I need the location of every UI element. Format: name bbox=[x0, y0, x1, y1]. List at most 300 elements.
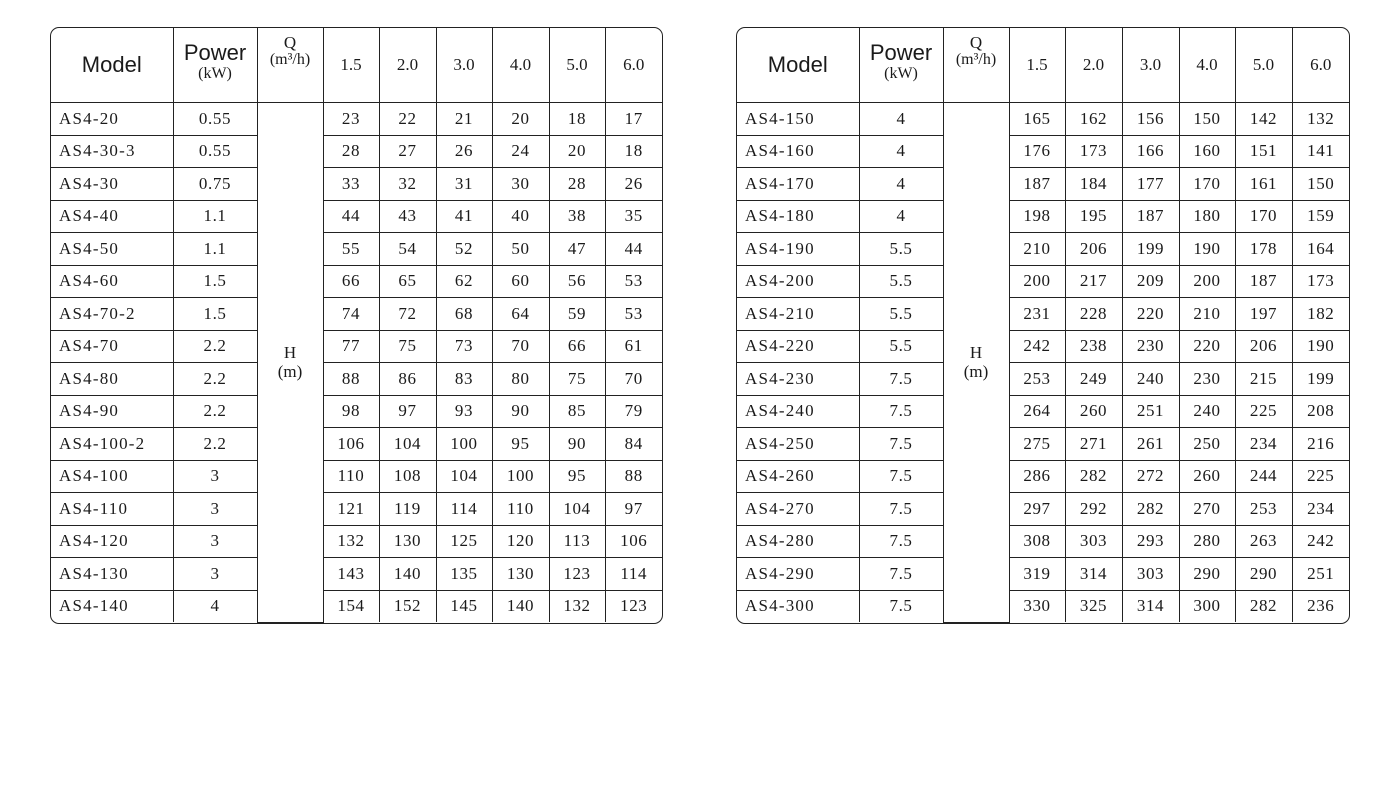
table-row bbox=[51, 265, 662, 298]
head-value-cell: 251 bbox=[1292, 558, 1349, 591]
head-value-cell: 28 bbox=[549, 168, 605, 201]
power-cell: 1.5 bbox=[173, 265, 257, 298]
head-value-cell: 90 bbox=[549, 428, 605, 461]
model-cell: AS4-220 bbox=[737, 330, 859, 363]
head-value-cell: 150 bbox=[1179, 103, 1235, 136]
head-value-cell: 85 bbox=[549, 395, 605, 428]
head-label-cell bbox=[257, 103, 323, 623]
head-value-cell: 53 bbox=[605, 265, 662, 298]
head-value-cell: 240 bbox=[1179, 395, 1235, 428]
model-cell: AS4-100 bbox=[51, 460, 173, 493]
head-value-cell: 292 bbox=[1065, 493, 1122, 526]
flow-unit: (m³/h) bbox=[955, 50, 997, 68]
head-value-cell: 106 bbox=[323, 428, 379, 461]
head-label: H bbox=[969, 342, 983, 362]
head-value-cell: 199 bbox=[1292, 363, 1349, 396]
table-row bbox=[737, 265, 1349, 298]
power-cell: 2.2 bbox=[173, 330, 257, 363]
head-value-cell: 250 bbox=[1179, 428, 1235, 461]
header-row bbox=[51, 28, 662, 103]
head-value-cell: 260 bbox=[1065, 395, 1122, 428]
head-value-cell: 234 bbox=[1235, 428, 1292, 461]
flow-value-header: 4.0 bbox=[1179, 28, 1235, 103]
head-value-cell: 70 bbox=[492, 330, 549, 363]
head-value-cell: 54 bbox=[379, 233, 436, 266]
head-value-cell: 217 bbox=[1065, 265, 1122, 298]
power-unit: (kW) bbox=[198, 65, 232, 82]
head-value-cell: 314 bbox=[1122, 590, 1179, 622]
flow-value-header: 1.5 bbox=[323, 28, 379, 103]
table-row bbox=[737, 330, 1349, 363]
head-value-cell: 156 bbox=[1122, 103, 1179, 136]
head-value-cell: 75 bbox=[379, 330, 436, 363]
table-row bbox=[51, 233, 662, 266]
table-row bbox=[51, 330, 662, 363]
table-row bbox=[737, 168, 1349, 201]
flow-header bbox=[257, 28, 323, 103]
power-cell: 7.5 bbox=[859, 395, 943, 428]
head-value-cell: 97 bbox=[379, 395, 436, 428]
head-value-cell: 238 bbox=[1065, 330, 1122, 363]
head-value-cell: 187 bbox=[1235, 265, 1292, 298]
power-cell: 2.2 bbox=[173, 363, 257, 396]
head-value-cell: 20 bbox=[492, 103, 549, 136]
head-value-cell: 56 bbox=[549, 265, 605, 298]
head-value-cell: 199 bbox=[1122, 233, 1179, 266]
head-value-cell: 234 bbox=[1292, 493, 1349, 526]
head-unit: (m) bbox=[277, 362, 303, 382]
head-value-cell: 164 bbox=[1292, 233, 1349, 266]
head-value-cell: 216 bbox=[1292, 428, 1349, 461]
head-value-cell: 75 bbox=[549, 363, 605, 396]
flow-label: Q bbox=[969, 33, 983, 52]
model-cell: AS4-260 bbox=[737, 460, 859, 493]
flow-header bbox=[943, 28, 1009, 103]
head-value-cell: 114 bbox=[605, 558, 662, 591]
head-label-cell bbox=[943, 103, 1009, 623]
head-value-cell: 210 bbox=[1009, 233, 1065, 266]
head-value-cell: 64 bbox=[492, 298, 549, 331]
head-value-cell: 190 bbox=[1292, 330, 1349, 363]
flow-value-header: 6.0 bbox=[1292, 28, 1349, 103]
head-value-cell: 260 bbox=[1179, 460, 1235, 493]
power-header bbox=[859, 28, 943, 103]
power-header bbox=[173, 28, 257, 103]
model-cell: AS4-160 bbox=[737, 135, 859, 168]
head-value-cell: 195 bbox=[1065, 200, 1122, 233]
table-body bbox=[51, 103, 662, 623]
head-value-cell: 200 bbox=[1179, 265, 1235, 298]
table-row bbox=[51, 103, 662, 136]
table-row bbox=[51, 493, 662, 526]
head-value-cell: 170 bbox=[1235, 200, 1292, 233]
model-cell: AS4-60 bbox=[51, 265, 173, 298]
head-value-cell: 282 bbox=[1235, 590, 1292, 622]
head-value-cell: 53 bbox=[605, 298, 662, 331]
power-cell: 5.5 bbox=[859, 330, 943, 363]
model-cell: AS4-70 bbox=[51, 330, 173, 363]
head-value-cell: 61 bbox=[605, 330, 662, 363]
head-value-cell: 93 bbox=[436, 395, 492, 428]
head-value-cell: 242 bbox=[1009, 330, 1065, 363]
table-body bbox=[737, 103, 1349, 623]
head-value-cell: 286 bbox=[1009, 460, 1065, 493]
head-value-cell: 106 bbox=[605, 525, 662, 558]
power-cell: 0.55 bbox=[173, 135, 257, 168]
flow-value-header: 2.0 bbox=[1065, 28, 1122, 103]
head-value-cell: 72 bbox=[379, 298, 436, 331]
flow-value-header: 6.0 bbox=[605, 28, 662, 103]
head-value-cell: 253 bbox=[1009, 363, 1065, 396]
head-value-cell: 26 bbox=[605, 168, 662, 201]
table-row bbox=[51, 363, 662, 396]
head-value-cell: 270 bbox=[1179, 493, 1235, 526]
model-cell: AS4-280 bbox=[737, 525, 859, 558]
power-cell: 4 bbox=[859, 200, 943, 233]
head-value-cell: 208 bbox=[1292, 395, 1349, 428]
head-value-cell: 297 bbox=[1009, 493, 1065, 526]
power-cell: 7.5 bbox=[859, 460, 943, 493]
table-row bbox=[51, 298, 662, 331]
model-cell: AS4-130 bbox=[51, 558, 173, 591]
head-value-cell: 70 bbox=[605, 363, 662, 396]
power-cell: 7.5 bbox=[859, 493, 943, 526]
power-cell: 5.5 bbox=[859, 265, 943, 298]
model-cell: AS4-180 bbox=[737, 200, 859, 233]
head-value-cell: 104 bbox=[379, 428, 436, 461]
head-value-cell: 162 bbox=[1065, 103, 1122, 136]
model-cell: AS4-170 bbox=[737, 168, 859, 201]
head-value-cell: 161 bbox=[1235, 168, 1292, 201]
table-row bbox=[737, 525, 1349, 558]
head-value-cell: 264 bbox=[1009, 395, 1065, 428]
head-value-cell: 140 bbox=[379, 558, 436, 591]
head-value-cell: 145 bbox=[436, 590, 492, 622]
header-row bbox=[737, 28, 1349, 103]
head-value-cell: 160 bbox=[1179, 135, 1235, 168]
power-cell: 1.1 bbox=[173, 233, 257, 266]
head-value-cell: 68 bbox=[436, 298, 492, 331]
power-label: Power bbox=[869, 40, 933, 65]
model-cell: AS4-190 bbox=[737, 233, 859, 266]
table-row bbox=[51, 428, 662, 461]
left-performance-table bbox=[50, 27, 663, 624]
power-cell: 1.1 bbox=[173, 200, 257, 233]
model-cell: AS4-20 bbox=[51, 103, 173, 136]
head-value-cell: 290 bbox=[1179, 558, 1235, 591]
power-cell: 4 bbox=[173, 590, 257, 622]
head-value-cell: 98 bbox=[323, 395, 379, 428]
table-row bbox=[51, 590, 662, 622]
head-value-cell: 231 bbox=[1009, 298, 1065, 331]
head-value-cell: 26 bbox=[436, 135, 492, 168]
head-value-cell: 143 bbox=[323, 558, 379, 591]
head-value-cell: 206 bbox=[1235, 330, 1292, 363]
performance-table-left bbox=[51, 28, 662, 623]
head-value-cell: 62 bbox=[436, 265, 492, 298]
performance-table-right bbox=[737, 28, 1349, 623]
model-cell: AS4-70-2 bbox=[51, 298, 173, 331]
power-cell: 4 bbox=[859, 135, 943, 168]
table-row bbox=[737, 590, 1349, 622]
model-cell: AS4-200 bbox=[737, 265, 859, 298]
head-value-cell: 73 bbox=[436, 330, 492, 363]
flow-label: Q bbox=[283, 33, 297, 52]
model-cell: AS4-290 bbox=[737, 558, 859, 591]
head-value-cell: 132 bbox=[1292, 103, 1349, 136]
head-value-cell: 210 bbox=[1179, 298, 1235, 331]
model-cell: AS4-30-3 bbox=[51, 135, 173, 168]
table-row bbox=[51, 135, 662, 168]
head-value-cell: 165 bbox=[1009, 103, 1065, 136]
power-cell: 3 bbox=[173, 558, 257, 591]
head-value-cell: 21 bbox=[436, 103, 492, 136]
head-value-cell: 95 bbox=[549, 460, 605, 493]
flow-value-header: 3.0 bbox=[436, 28, 492, 103]
head-value-cell: 18 bbox=[549, 103, 605, 136]
power-cell: 4 bbox=[859, 168, 943, 201]
head-value-cell: 141 bbox=[1292, 135, 1349, 168]
model-cell: AS4-90 bbox=[51, 395, 173, 428]
model-cell: AS4-30 bbox=[51, 168, 173, 201]
head-value-cell: 59 bbox=[549, 298, 605, 331]
head-value-cell: 88 bbox=[323, 363, 379, 396]
head-value-cell: 220 bbox=[1179, 330, 1235, 363]
head-value-cell: 86 bbox=[379, 363, 436, 396]
head-value-cell: 17 bbox=[605, 103, 662, 136]
head-value-cell: 121 bbox=[323, 493, 379, 526]
head-value-cell: 142 bbox=[1235, 103, 1292, 136]
head-value-cell: 83 bbox=[436, 363, 492, 396]
model-cell: AS4-120 bbox=[51, 525, 173, 558]
head-value-cell: 325 bbox=[1065, 590, 1122, 622]
head-value-cell: 151 bbox=[1235, 135, 1292, 168]
table-row bbox=[737, 363, 1349, 396]
head-value-cell: 43 bbox=[379, 200, 436, 233]
model-cell: AS4-140 bbox=[51, 590, 173, 622]
head-value-cell: 55 bbox=[323, 233, 379, 266]
head-value-cell: 152 bbox=[379, 590, 436, 622]
head-value-cell: 132 bbox=[323, 525, 379, 558]
head-value-cell: 230 bbox=[1179, 363, 1235, 396]
table-row bbox=[737, 298, 1349, 331]
head-value-cell: 251 bbox=[1122, 395, 1179, 428]
power-cell: 5.5 bbox=[859, 233, 943, 266]
head-value-cell: 90 bbox=[492, 395, 549, 428]
head-value-cell: 88 bbox=[605, 460, 662, 493]
head-value-cell: 242 bbox=[1292, 525, 1349, 558]
head-value-cell: 44 bbox=[323, 200, 379, 233]
head-value-cell: 140 bbox=[492, 590, 549, 622]
head-value-cell: 180 bbox=[1179, 200, 1235, 233]
head-value-cell: 97 bbox=[605, 493, 662, 526]
head-value-cell: 65 bbox=[379, 265, 436, 298]
flow-value-header: 2.0 bbox=[379, 28, 436, 103]
table-row bbox=[51, 168, 662, 201]
table-row bbox=[737, 493, 1349, 526]
table-row bbox=[737, 103, 1349, 136]
head-value-cell: 130 bbox=[379, 525, 436, 558]
flow-value-header: 3.0 bbox=[1122, 28, 1179, 103]
table-row bbox=[51, 525, 662, 558]
head-value-cell: 182 bbox=[1292, 298, 1349, 331]
head-value-cell: 220 bbox=[1122, 298, 1179, 331]
model-cell: AS4-50 bbox=[51, 233, 173, 266]
head-value-cell: 120 bbox=[492, 525, 549, 558]
head-value-cell: 80 bbox=[492, 363, 549, 396]
head-value-cell: 66 bbox=[323, 265, 379, 298]
power-cell: 7.5 bbox=[859, 428, 943, 461]
model-cell: AS4-300 bbox=[737, 590, 859, 622]
head-value-cell: 280 bbox=[1179, 525, 1235, 558]
head-value-cell: 178 bbox=[1235, 233, 1292, 266]
head-value-cell: 60 bbox=[492, 265, 549, 298]
head-value-cell: 33 bbox=[323, 168, 379, 201]
power-cell: 7.5 bbox=[859, 558, 943, 591]
head-value-cell: 28 bbox=[323, 135, 379, 168]
head-value-cell: 300 bbox=[1179, 590, 1235, 622]
head-value-cell: 249 bbox=[1065, 363, 1122, 396]
head-value-cell: 209 bbox=[1122, 265, 1179, 298]
head-value-cell: 154 bbox=[323, 590, 379, 622]
model-cell: AS4-40 bbox=[51, 200, 173, 233]
head-value-cell: 176 bbox=[1009, 135, 1065, 168]
table-row bbox=[51, 460, 662, 493]
head-value-cell: 290 bbox=[1235, 558, 1292, 591]
head-value-cell: 23 bbox=[323, 103, 379, 136]
head-value-cell: 100 bbox=[492, 460, 549, 493]
head-value-cell: 47 bbox=[549, 233, 605, 266]
table-row bbox=[51, 395, 662, 428]
model-cell: AS4-80 bbox=[51, 363, 173, 396]
head-value-cell: 177 bbox=[1122, 168, 1179, 201]
power-cell: 5.5 bbox=[859, 298, 943, 331]
head-value-cell: 215 bbox=[1235, 363, 1292, 396]
table-row bbox=[737, 395, 1349, 428]
head-value-cell: 74 bbox=[323, 298, 379, 331]
head-value-cell: 184 bbox=[1065, 168, 1122, 201]
head-value-cell: 261 bbox=[1122, 428, 1179, 461]
head-value-cell: 293 bbox=[1122, 525, 1179, 558]
head-value-cell: 197 bbox=[1235, 298, 1292, 331]
power-cell: 3 bbox=[173, 460, 257, 493]
head-value-cell: 206 bbox=[1065, 233, 1122, 266]
table-row bbox=[737, 428, 1349, 461]
head-value-cell: 225 bbox=[1292, 460, 1349, 493]
head-value-cell: 173 bbox=[1292, 265, 1349, 298]
head-value-cell: 230 bbox=[1122, 330, 1179, 363]
power-cell: 0.75 bbox=[173, 168, 257, 201]
head-value-cell: 330 bbox=[1009, 590, 1065, 622]
model-cell: AS4-150 bbox=[737, 103, 859, 136]
table-row bbox=[737, 200, 1349, 233]
head-value-cell: 18 bbox=[605, 135, 662, 168]
head-value-cell: 159 bbox=[1292, 200, 1349, 233]
head-value-cell: 30 bbox=[492, 168, 549, 201]
head-value-cell: 123 bbox=[605, 590, 662, 622]
head-value-cell: 110 bbox=[323, 460, 379, 493]
head-value-cell: 132 bbox=[549, 590, 605, 622]
power-cell: 7.5 bbox=[859, 363, 943, 396]
head-value-cell: 225 bbox=[1235, 395, 1292, 428]
head-value-cell: 314 bbox=[1065, 558, 1122, 591]
head-value-cell: 22 bbox=[379, 103, 436, 136]
head-value-cell: 104 bbox=[436, 460, 492, 493]
model-header: Model bbox=[737, 28, 859, 103]
head-value-cell: 31 bbox=[436, 168, 492, 201]
head-value-cell: 66 bbox=[549, 330, 605, 363]
head-value-cell: 108 bbox=[379, 460, 436, 493]
head-value-cell: 319 bbox=[1009, 558, 1065, 591]
head-value-cell: 79 bbox=[605, 395, 662, 428]
head-value-cell: 200 bbox=[1009, 265, 1065, 298]
head-value-cell: 41 bbox=[436, 200, 492, 233]
head-value-cell: 282 bbox=[1122, 493, 1179, 526]
power-cell: 3 bbox=[173, 493, 257, 526]
head-value-cell: 272 bbox=[1122, 460, 1179, 493]
head-value-cell: 114 bbox=[436, 493, 492, 526]
head-value-cell: 271 bbox=[1065, 428, 1122, 461]
head-value-cell: 44 bbox=[605, 233, 662, 266]
head-value-cell: 275 bbox=[1009, 428, 1065, 461]
head-value-cell: 303 bbox=[1065, 525, 1122, 558]
flow-value-header: 4.0 bbox=[492, 28, 549, 103]
head-value-cell: 35 bbox=[605, 200, 662, 233]
model-cell: AS4-240 bbox=[737, 395, 859, 428]
head-value-cell: 236 bbox=[1292, 590, 1349, 622]
head-value-cell: 244 bbox=[1235, 460, 1292, 493]
flow-unit: (m³/h) bbox=[269, 50, 311, 68]
head-label: H bbox=[283, 342, 297, 362]
model-cell: AS4-230 bbox=[737, 363, 859, 396]
head-value-cell: 95 bbox=[492, 428, 549, 461]
power-cell: 7.5 bbox=[859, 525, 943, 558]
head-value-cell: 40 bbox=[492, 200, 549, 233]
power-cell: 0.55 bbox=[173, 103, 257, 136]
head-value-cell: 104 bbox=[549, 493, 605, 526]
head-value-cell: 303 bbox=[1122, 558, 1179, 591]
head-value-cell: 110 bbox=[492, 493, 549, 526]
power-cell: 3 bbox=[173, 525, 257, 558]
table-row bbox=[51, 558, 662, 591]
head-value-cell: 135 bbox=[436, 558, 492, 591]
head-value-cell: 187 bbox=[1009, 168, 1065, 201]
head-value-cell: 100 bbox=[436, 428, 492, 461]
power-cell: 2.2 bbox=[173, 428, 257, 461]
table-row bbox=[51, 200, 662, 233]
power-cell: 4 bbox=[859, 103, 943, 136]
head-value-cell: 84 bbox=[605, 428, 662, 461]
head-value-cell: 173 bbox=[1065, 135, 1122, 168]
table-row bbox=[737, 558, 1349, 591]
head-value-cell: 38 bbox=[549, 200, 605, 233]
head-value-cell: 27 bbox=[379, 135, 436, 168]
head-value-cell: 170 bbox=[1179, 168, 1235, 201]
power-cell: 7.5 bbox=[859, 590, 943, 622]
head-value-cell: 308 bbox=[1009, 525, 1065, 558]
flow-value-header: 5.0 bbox=[549, 28, 605, 103]
power-unit: (kW) bbox=[884, 65, 918, 82]
head-value-cell: 282 bbox=[1065, 460, 1122, 493]
head-value-cell: 228 bbox=[1065, 298, 1122, 331]
table-row bbox=[737, 460, 1349, 493]
head-value-cell: 77 bbox=[323, 330, 379, 363]
head-value-cell: 125 bbox=[436, 525, 492, 558]
head-value-cell: 263 bbox=[1235, 525, 1292, 558]
head-unit: (m) bbox=[963, 362, 989, 382]
head-value-cell: 130 bbox=[492, 558, 549, 591]
head-value-cell: 119 bbox=[379, 493, 436, 526]
